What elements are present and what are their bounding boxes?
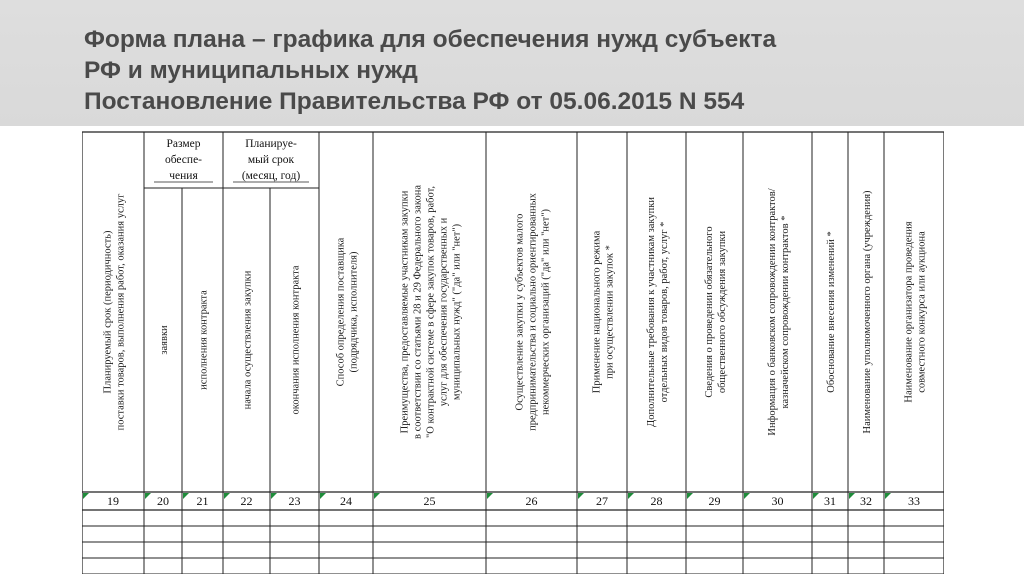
cell-marker-icon <box>885 493 891 499</box>
column-number-21: 21 <box>196 494 209 508</box>
column-header-27 <box>592 230 616 393</box>
cell-marker-icon <box>374 493 380 499</box>
column-number-29: 29 <box>708 494 721 508</box>
group-header-text: чения <box>169 170 198 182</box>
column-header-text: Обоснование внесения изменений * <box>826 231 837 393</box>
column-header-text: Планируемый срок (периодичность) <box>102 230 114 394</box>
cell-marker-icon <box>83 493 89 499</box>
title-line-2: РФ и муниципальных нужд <box>84 57 418 84</box>
column-header-25 <box>400 185 463 439</box>
column-header-text: Способ определения поставщика <box>335 237 347 387</box>
column-header-19 <box>103 193 127 430</box>
column-header-22 <box>243 270 254 409</box>
column-header-26 <box>515 192 552 431</box>
column-header-text: Наименование организатора проведения <box>903 221 915 403</box>
column-number-19: 19 <box>107 494 119 508</box>
column-header-text: услуг для обеспечения государственных и <box>438 217 450 407</box>
cell-marker-icon <box>744 493 750 499</box>
column-header-text: Применение национального режима <box>591 230 603 394</box>
cell-marker-icon <box>224 493 230 499</box>
column-header-text: поставки товаров, выполнения работ, оказания услуг <box>115 193 127 431</box>
column-number-23: 23 <box>288 494 301 508</box>
column-number-24: 24 <box>340 494 352 508</box>
cell-marker-icon <box>145 493 151 499</box>
column-header-text: начала осуществления закупки <box>242 270 254 410</box>
column-header-text: муниципальных нужд" ("да" или "нет") <box>451 223 463 401</box>
column-number-22: 22 <box>240 494 253 508</box>
table-grid <box>82 130 944 574</box>
plan-schedule-table <box>82 130 944 574</box>
column-header-30 <box>767 188 791 435</box>
column-number-26: 26 <box>525 494 538 508</box>
column-header-20 <box>159 325 170 355</box>
column-header-text: Осуществление закупки у субъектов малого <box>514 213 526 411</box>
column-header-text: совместного конкурса или аукциона <box>916 231 928 393</box>
title-line-3: Постановление Правительства РФ от 05.06.2015 N 554 <box>84 88 745 115</box>
cell-marker-icon <box>271 493 277 499</box>
column-header-32 <box>862 190 873 434</box>
column-header-29 <box>704 226 728 397</box>
title-line-1: Форма плана – графика для обеспечения нужд субъекта <box>84 26 777 53</box>
group-header-text: обеспе- <box>164 154 203 166</box>
column-number-32: 32 <box>860 494 872 508</box>
column-number-27: 27 <box>596 494 608 508</box>
column-number-30: 30 <box>771 494 784 508</box>
column-header-text: в соответствии со статьями 28 и 29 Федерального закона <box>412 185 424 439</box>
column-header-21 <box>199 290 210 390</box>
cell-marker-icon <box>578 493 584 499</box>
cell-marker-icon <box>813 493 819 499</box>
cell-marker-icon <box>628 493 634 499</box>
column-number-25: 25 <box>423 494 436 508</box>
column-header-text: Дополнительные требования к участникам закупки <box>646 197 657 427</box>
group-header-text: мый срок <box>247 154 295 166</box>
column-header-31 <box>826 231 837 393</box>
column-header-text: исполнения контракта <box>198 290 210 390</box>
cell-marker-icon <box>849 493 855 499</box>
column-number-31: 31 <box>824 494 836 508</box>
column-header-text: Преимущества, предоставляемые участникам закупки <box>399 190 411 434</box>
column-header-text: казначейском сопровождении контрактов * <box>780 215 791 409</box>
column-header-text: окончания исполнения контракта <box>290 265 302 415</box>
cell-marker-icon <box>320 493 326 499</box>
column-header-28 <box>646 197 670 427</box>
column-number-33: 33 <box>908 494 920 508</box>
column-header-text: заявки <box>159 325 170 355</box>
column-header-text: предпринимательства и социально ориентированных <box>527 193 539 431</box>
column-header-text: общественного обсуждения закупки <box>717 230 728 394</box>
column-header-text: Информация о банковском сопровождении контрактов/ <box>767 188 778 436</box>
column-header-text: (подрядчика, исполнителя) <box>348 251 360 373</box>
column-header-24 <box>336 237 360 386</box>
column-header-33 <box>904 221 928 402</box>
cell-marker-icon <box>487 493 493 499</box>
group-header-text: Планируе- <box>245 138 297 150</box>
group-header-text: (месяц, год) <box>241 170 301 182</box>
cell-marker-icon <box>687 493 693 499</box>
column-header-text: некоммерческих организаций ("да" или "нет") <box>540 208 552 416</box>
cell-marker-icon <box>183 493 189 499</box>
column-number-28: 28 <box>650 494 663 508</box>
column-header-text: Наименование уполномоченного органа (учреждения) <box>862 190 873 434</box>
group-header-text: Размер <box>166 138 201 150</box>
column-header-23 <box>291 265 302 414</box>
slide-title <box>84 24 984 117</box>
column-header-text: "О контрактной системе в сфере закупок товаров, работ, <box>425 186 437 438</box>
column-header-text: при осуществлении закупок * <box>604 245 616 379</box>
column-number-20: 20 <box>157 494 169 508</box>
column-header-text: Сведения о проведении обязательного <box>704 226 715 398</box>
column-header-text: отдельных видов товаров, работ, услуг * <box>659 221 670 403</box>
